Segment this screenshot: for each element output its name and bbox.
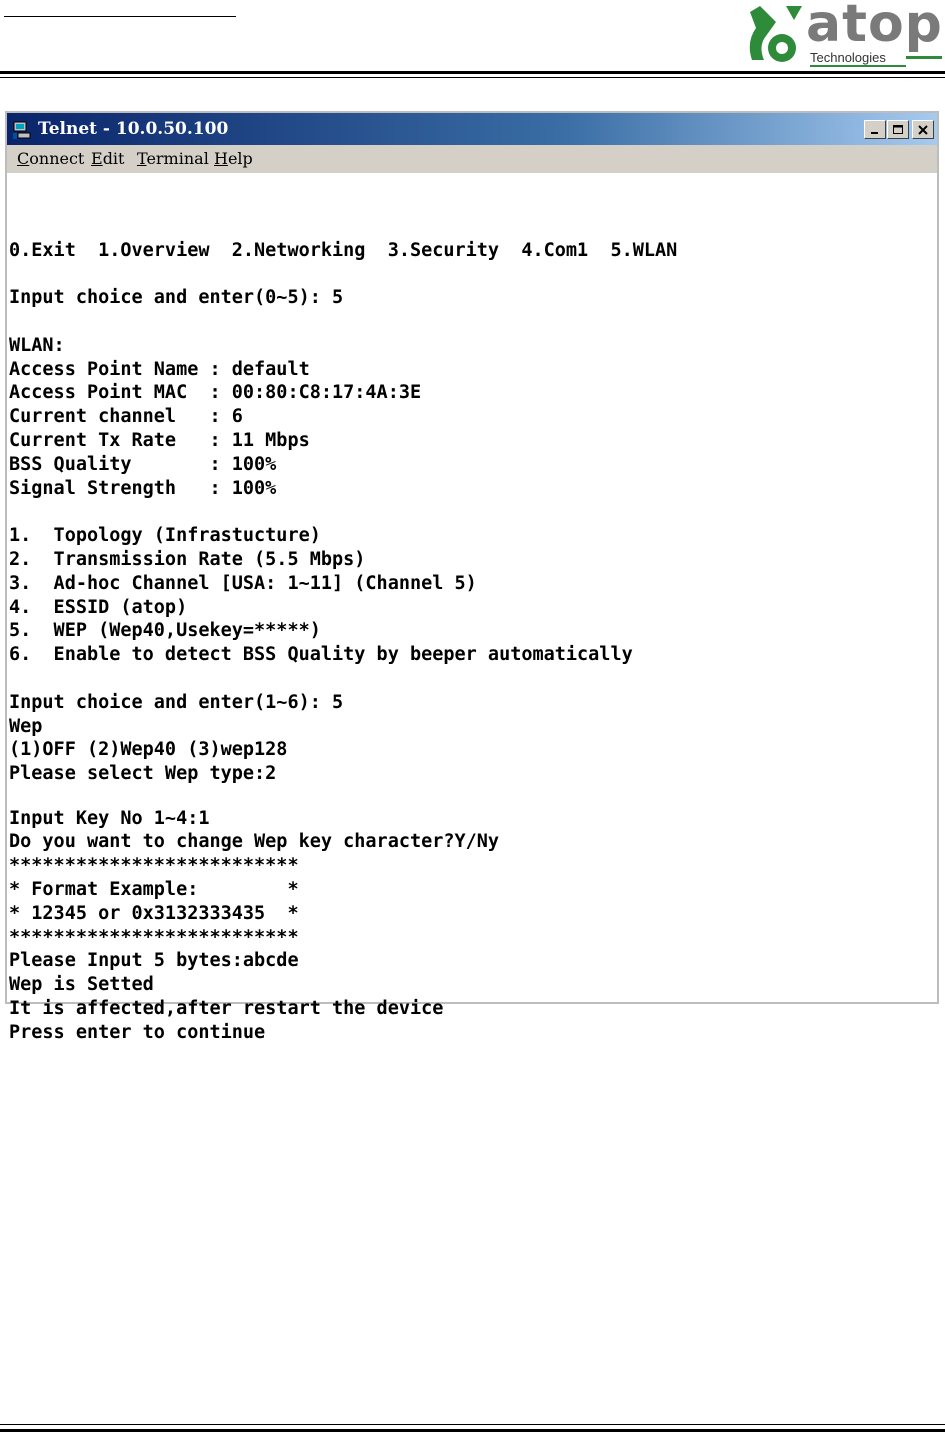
terminal-line: Current channel : 6 <box>9 406 243 428</box>
terminal-lines-continued <box>9 807 935 1045</box>
terminal-line: Signal Strength : 100% <box>9 477 277 499</box>
footer-rule-thin <box>0 1424 945 1425</box>
menu-terminal-accel: T <box>137 149 147 168</box>
terminal-line: Please Input 5 bytes:abcde <box>9 950 299 972</box>
terminal-line: Wep <box>9 715 43 737</box>
atop-logo-mark <box>746 2 808 66</box>
logo-tagline-bar <box>906 56 942 59</box>
terminal-line: Please select Wep type:2 <box>9 763 277 785</box>
header-underline <box>4 16 236 17</box>
terminal-line: 4. ESSID (atop) <box>9 596 188 618</box>
terminal-line: Do you want to change Wep key character?Y/Ny <box>9 831 500 853</box>
close-icon <box>917 125 929 135</box>
terminal-line: * 12345 or 0x3132333435 * <box>9 902 299 924</box>
terminal-line: 3. Ad-hoc Channel [USA: 1~11] (Channel 5) <box>9 572 477 594</box>
terminal-line: Wep is Setted <box>9 974 154 996</box>
header-rule-thin <box>0 77 945 78</box>
menu-help[interactable] <box>214 149 253 168</box>
terminal-line <box>9 310 935 334</box>
close-button[interactable] <box>912 120 934 139</box>
minimize-icon <box>869 125 881 135</box>
window-titlebar[interactable] <box>7 113 937 145</box>
terminal-line: 6. Enable to detect BSS Quality by beeper automatically <box>9 644 633 666</box>
terminal-line: Input Key No 1~4:1 <box>9 807 210 829</box>
terminal-line: Access Point Name : default <box>9 358 310 380</box>
menu-edit-accel: E <box>91 149 103 168</box>
menu-connect[interactable] <box>17 149 84 168</box>
menu-terminal[interactable] <box>137 149 209 168</box>
terminal-output-continued[interactable] <box>9 759 935 1043</box>
maximize-button[interactable] <box>887 120 909 139</box>
atop-logo <box>746 0 942 68</box>
terminal-lines <box>9 239 935 786</box>
window-title: Telnet - 10.0.50.100 <box>38 119 229 139</box>
terminal-line: 1. Topology (Infrastucture) <box>9 525 321 547</box>
telnet-computer-icon[interactable] <box>12 120 32 140</box>
terminal-line <box>9 500 935 524</box>
terminal-line: It is affected,after restart the device <box>9 997 444 1019</box>
terminal-line: 5. WEP (Wep40,Usekey=*****) <box>9 620 321 642</box>
menu-help-accel: H <box>214 149 228 168</box>
terminal-line: 2. Transmission Rate (5.5 Mbps) <box>9 548 366 570</box>
terminal-line: Input choice and enter(1~6): 5 <box>9 691 344 713</box>
terminal-line: Access Point MAC : 00:80:C8:17:4A:3E <box>9 382 422 404</box>
terminal-line <box>9 262 935 286</box>
terminal-line: ************************** <box>9 926 299 948</box>
terminal-line: (1)OFF (2)Wep40 (3)wep128 <box>9 739 288 761</box>
menu-connect-rest: onnect <box>29 149 85 168</box>
header-rule <box>0 71 945 74</box>
terminal-line: Current Tx Rate : 11 Mbps <box>9 429 310 451</box>
maximize-icon <box>892 125 904 135</box>
logo-tagline: Technologies <box>810 51 906 67</box>
telnet-window <box>5 111 939 1043</box>
terminal-line: Press enter to continue <box>9 1021 266 1043</box>
terminal-line: BSS Quality : 100% <box>9 453 277 475</box>
logo-wordmark: atop <box>806 0 943 54</box>
menu-edit[interactable] <box>91 149 124 168</box>
terminal-line: * Format Example: * <box>9 878 299 900</box>
terminal-line: 0.Exit 1.Overview 2.Networking 3.Security 4.Com1 5.WLAN <box>9 239 678 261</box>
terminal-line: Input choice and enter(0~5): 5 <box>9 287 344 309</box>
terminal-line: ************************** <box>9 855 299 877</box>
menu-terminal-rest: erminal <box>146 149 209 168</box>
menu-connect-accel: C <box>17 149 30 168</box>
menu-edit-rest: dit <box>102 149 125 168</box>
menu-help-rest: elp <box>227 149 253 168</box>
minimize-button[interactable] <box>864 120 886 139</box>
terminal-line: WLAN: <box>9 334 65 356</box>
footer-rule <box>0 1429 945 1432</box>
terminal-line <box>9 667 935 691</box>
menu-bar <box>7 145 937 173</box>
